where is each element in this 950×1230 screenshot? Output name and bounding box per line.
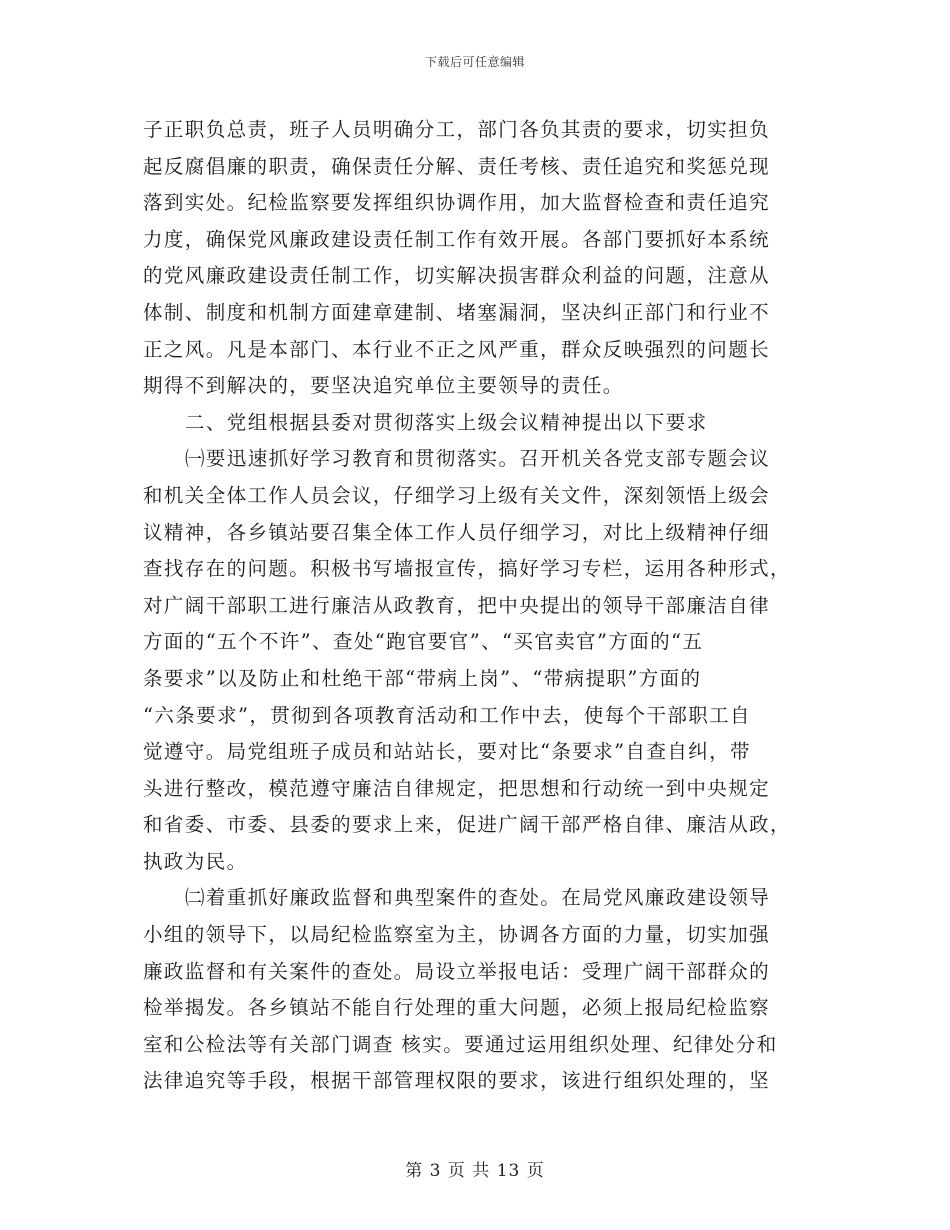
- text-line: 正之风。凡是本部门、本行业不正之风严重，群众反映强烈的问题长: [143, 337, 771, 361]
- text-line: 的党风廉政建设责任制工作，切实解决损害群众利益的问题，注意从: [143, 264, 771, 288]
- text-line: 子正职负总责，班子人员明确分工，部门各负其责的要求，切实担负: [143, 118, 771, 141]
- text-line: 期得不到解决的，要坚决追究单位主要领导的责任。: [143, 374, 624, 398]
- text-line: “六条要求”，贯彻到各项教育活动和工作中去，使每个干部职工自: [143, 703, 751, 727]
- page-header: 下载后可任意编辑: [424, 55, 525, 69]
- text-line: 方面的“五个不许”、查处“跑官要官”、“买官卖官”方面的“五: [143, 630, 704, 654]
- document-body: [143, 112, 807, 1100]
- text-line: 议精神，各乡镇站要召集全体工作人员仔细学习，对比上级精神仔细: [143, 520, 771, 544]
- paragraph-start-line: ㈡着重抓好廉政监督和典型案件的查处。在局党风廉政建设领导: [185, 886, 771, 910]
- text-line: 和机关全体工作人员会议，仔细学习上级有关文件，深刻领悟上级会: [143, 483, 771, 507]
- text-line: 查找存在的问题。积极书写墙报宣传，搞好学习专栏，运用各种形式，: [143, 557, 791, 581]
- text-line: 检举揭发。各乡镇站不能自行处理的重大问题，必须上报局纪检监察: [143, 996, 771, 1020]
- text-line: 小组的领导下，以局纪检监察室为主，协调各方面的力量，切实加强: [143, 923, 771, 947]
- text-line: 落到实处。纪检监察要发挥组织协调作用，加大监督检查和责任追究: [143, 191, 771, 215]
- text-line: 觉遵守。局党组班子成员和站站长，要对比“条要求”自查自纠，带: [143, 740, 751, 764]
- text-line: 执政为民。: [143, 849, 248, 873]
- paragraph-start-line: ㈠要迅速抓好学习教育和贯彻落实。召开机关各党支部专题会议: [185, 447, 771, 471]
- text-line: 体制、制度和机制方面建章建制、堵塞漏洞，坚决纠正部门和行业不: [143, 300, 771, 324]
- page-footer: 第 3 页 共 13 页: [405, 1161, 545, 1181]
- text-line: 法律追究等手段，根据干部管理权限的要求，该进行组织处理的，坚: [143, 1069, 771, 1093]
- text-line: 头进行整改，模范遵守廉洁自律规定，把思想和行动统一到中央规定: [143, 776, 771, 800]
- text-line: 廉政监督和有关案件的查处。局设立举报电话：受理广阔干部群众的: [143, 959, 771, 983]
- text-line: 力度，确保党风廉政建设责任制工作有效开展。各部门要抓好本系统: [143, 227, 771, 251]
- text-line: 起反腐倡廉的职责，确保责任分解、责任考核、责任追究和奖惩兑现: [143, 154, 771, 178]
- text-line: 和省委、市委、县委的要求上来，促进广阔干部严格自律、廉洁从政，: [143, 813, 791, 837]
- text-line: 对广阔干部职工进行廉洁从政教育，把中央提出的领导干部廉洁自律: [143, 593, 771, 617]
- section-heading: 二、党组根据县委对贯彻落实上级会议精神提出以下要求: [185, 410, 708, 434]
- text-line: 室和公检法等有关部门调查 核实。要通过运用组织处理、纪律处分和: [143, 1032, 778, 1056]
- text-line: 条要求”以及防止和杜绝干部“带病上岗”、“带病提职”方面的: [143, 666, 702, 690]
